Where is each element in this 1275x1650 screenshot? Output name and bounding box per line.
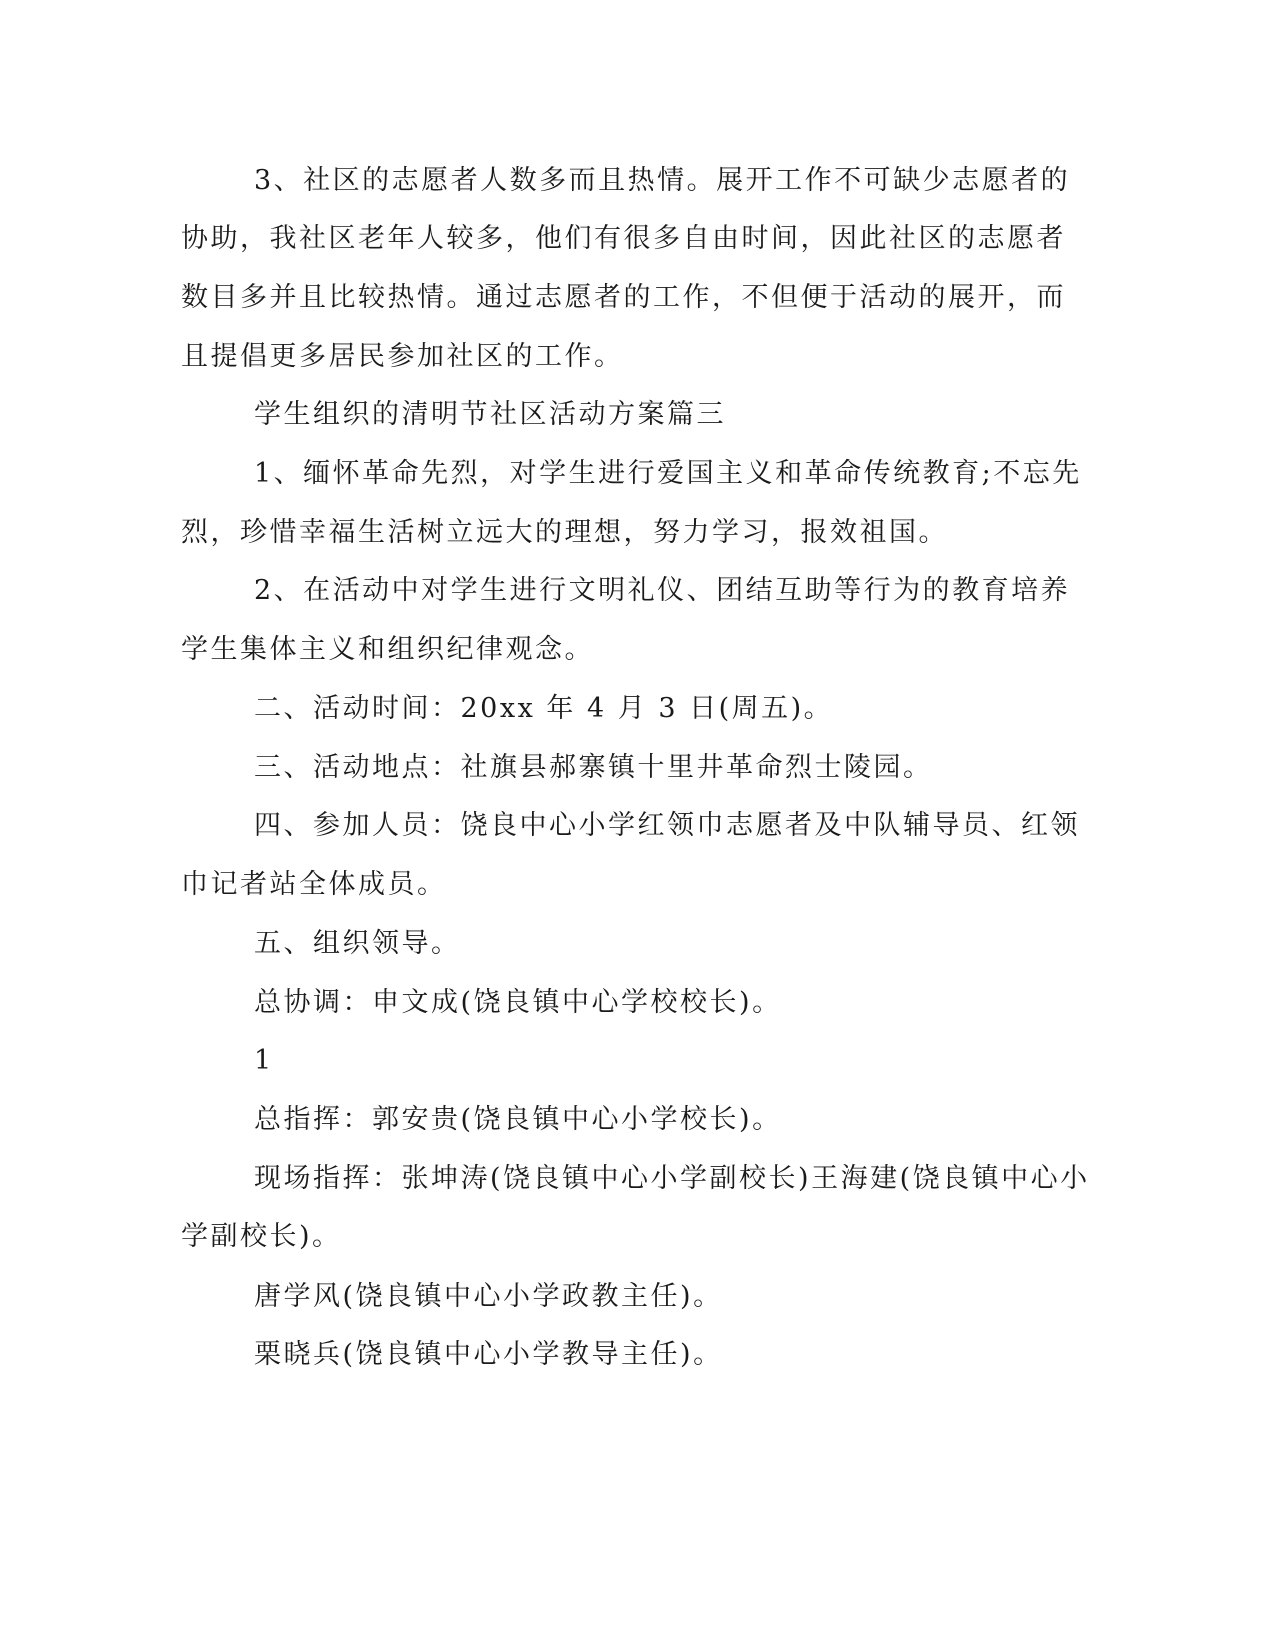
purpose-2-line-2: 学生集体主义和组织纪律观念。 [181, 634, 594, 665]
onsite-command-line-1: 现场指挥：张坤涛(饶良镇中心小学副校长)王海建(饶良镇中心小 [254, 1163, 1090, 1194]
activity-time: 二、活动时间：20xx 年 4 月 3 日(周五)。 [254, 693, 834, 724]
onsite-command-line-2: 学副校长)。 [181, 1221, 342, 1252]
coordinator: 总协调：申文成(饶良镇中心学校校长)。 [254, 987, 782, 1018]
page-number: 1 [254, 1045, 274, 1076]
section-heading: 学生组织的清明节社区活动方案篇三 [254, 399, 726, 430]
participants-line-1: 四、参加人员：饶良中心小学红领巾志愿者及中队辅导员、红领 [254, 810, 1080, 841]
organization-heading: 五、组织领导。 [254, 928, 461, 959]
activity-place: 三、活动地点：社旗县郝寨镇十里井革命烈士陵园。 [254, 752, 933, 783]
paragraph-volunteers-line-2: 协助，我社区老年人较多，他们有很多自由时间，因此社区的志愿者 [181, 223, 1066, 254]
purpose-1-line-1: 1、缅怀革命先烈，对学生进行爱国主义和革命传统教育;不忘先 [254, 458, 1082, 489]
member-li: 栗晓兵(饶良镇中心小学教导主任)。 [254, 1339, 723, 1370]
paragraph-volunteers-line-3: 数目多并且比较热情。通过志愿者的工作，不但便于活动的展开，而 [181, 282, 1066, 313]
paragraph-volunteers-line-4: 且提倡更多居民参加社区的工作。 [181, 341, 624, 372]
member-tang: 唐学风(饶良镇中心小学政教主任)。 [254, 1281, 723, 1312]
participants-line-2: 巾记者站全体成员。 [181, 869, 447, 900]
purpose-1-line-2: 烈，珍惜幸福生活树立远大的理想，努力学习，报效祖国。 [181, 517, 948, 548]
commander: 总指挥：郭安贵(饶良镇中心小学校长)。 [254, 1104, 782, 1135]
paragraph-volunteers-line-1: 3、社区的志愿者人数多而且热情。展开工作不可缺少志愿者的 [254, 165, 1071, 196]
purpose-2-line-1: 2、在活动中对学生进行文明礼仪、团结互助等行为的教育培养 [254, 575, 1071, 606]
